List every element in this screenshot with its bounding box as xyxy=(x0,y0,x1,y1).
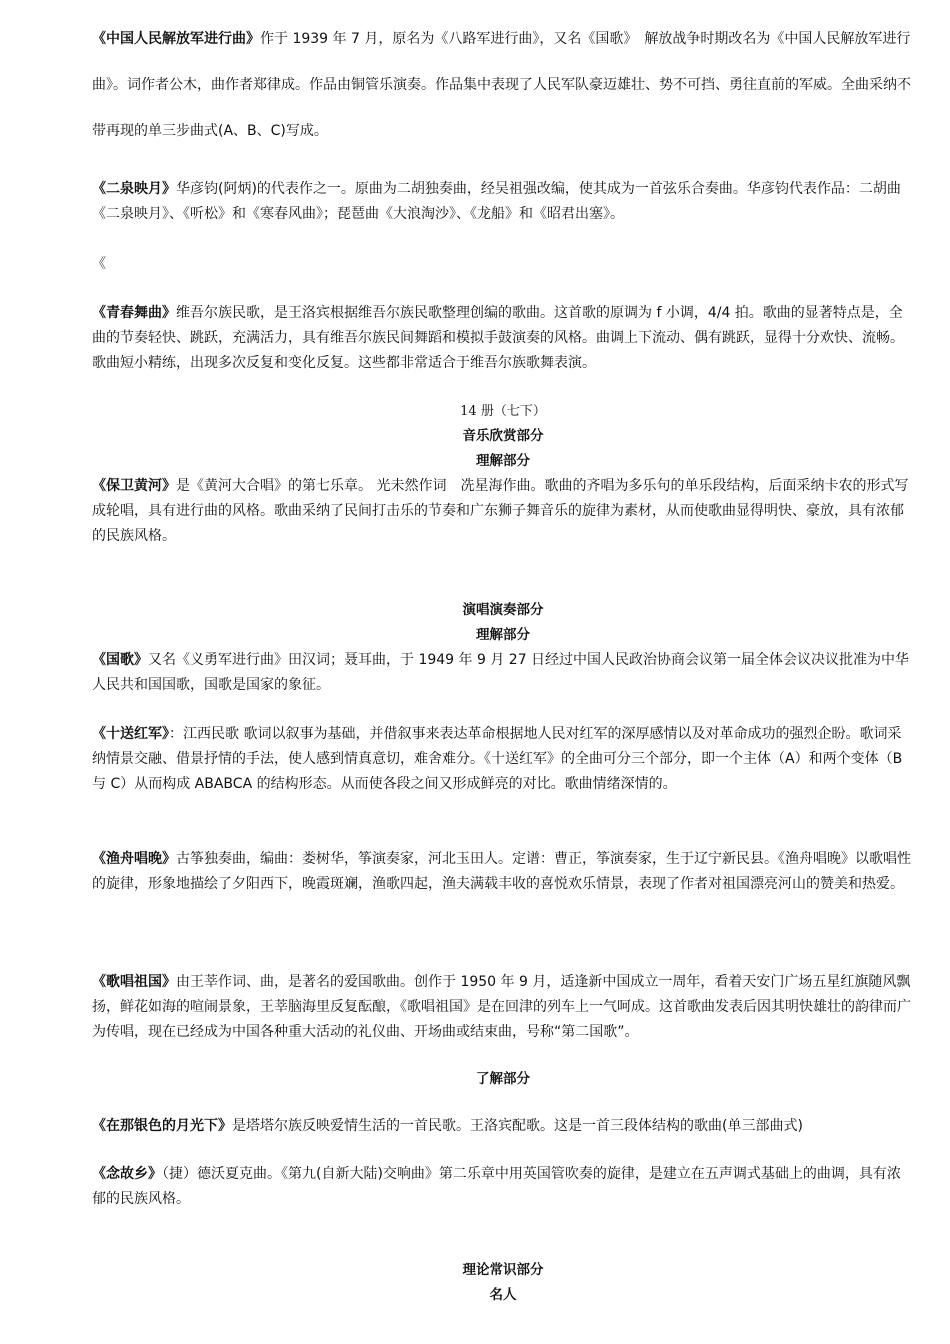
paragraph-silver-moonlight xyxy=(92,1114,914,1139)
paragraph-going-home xyxy=(92,1162,914,1212)
paragraph-erquan-yingyue xyxy=(92,177,914,227)
song-title: 《十送红军》 xyxy=(92,726,169,742)
song-title: 《念故乡》 xyxy=(92,1166,162,1182)
subsection-heading-famous: 名人 xyxy=(489,1287,517,1303)
song-title: 《青春舞曲》 xyxy=(92,305,176,321)
paragraph-national-anthem xyxy=(92,648,914,698)
paragraph-body: 是塔塔尔族反映爱情生活的一首民歌。王洛宾配歌。这是一首三段体结构的歌曲(单三部曲式) xyxy=(232,1118,803,1134)
song-title: 《在那银色的月光下》 xyxy=(92,1118,232,1134)
song-title: 《中国人民解放军进行曲》 xyxy=(92,31,260,47)
paragraph-body: 是《黄河大合唱》的第七乐章。 光未然作词 冼星海作曲。歌曲的齐唱为多乐句的单乐段结构，后面采纳卡农的形式写成轮唱，具有进行曲的风格。歌曲采纳了民间打击乐的节奏和广东狮子舞音乐的旋律为素材，从而使歌曲显得明快、豪放，具有浓郁的民族风格。 xyxy=(92,478,909,544)
subsection-heading-know: 了解部分 xyxy=(476,1071,530,1087)
paragraph-body: 又名《义勇军进行曲》田汉词；聂耳曲，于 1949 年 9 月 27 日经过中国人民政治协商会议第一届全体会议决议批准为中华人民共和国国歌，国歌是国家的象征。 xyxy=(92,652,910,693)
section-heading-singing: 演唱演奏部分 xyxy=(462,602,544,618)
subsection-heading-understand: 理解部分 xyxy=(476,627,530,643)
paragraph-liberation-army-march xyxy=(92,16,914,154)
song-title: 《国歌》 xyxy=(92,652,148,668)
paragraph-body: 维吾尔族民歌，是王洛宾根据维吾尔族民歌整理创编的歌曲。这首歌的原调为 f 小调，4/4 拍。歌曲的显著特点是，全曲的节奏轻快、跳跃，充满活力，具有维吾尔族民间舞蹈和模拟手鼓演奏的风格。曲调上下流动、偶有跳跃，显得十分欢快、流畅。歌曲短小精练，出现多次反复和变化反复。这些都非常适合于维吾尔族歌舞表演。 xyxy=(92,305,904,371)
song-title: 《歌唱祖国》 xyxy=(92,974,176,990)
paragraph-ten-farewells xyxy=(92,722,914,797)
paragraph-youth-dance xyxy=(92,301,914,376)
song-title: 《二泉映月》 xyxy=(92,181,176,197)
paragraph-fishing-boat-song xyxy=(92,847,914,897)
paragraph-body: （捷）德沃夏克曲。《第九(自新大陆)交响曲》第二乐章中用英国管吹奏的旋律，是建立在五声调式基础上的曲调，具有浓郁的民族风格。 xyxy=(92,1166,901,1207)
book-volume-heading: 14 册（七下） xyxy=(460,404,546,419)
paragraph-sing-motherland xyxy=(92,970,914,1045)
paragraph-body: 华彦钧(阿炳)的代表作之一。原曲为二胡独奏曲，经吴祖强改编，使其成为一首弦乐合奏曲。华彦钧代表作品：二胡曲《二泉映月》、《听松》和《寒春风曲》；琵琶曲《大浪淘沙》、《龙船》和《昭君出塞》。 xyxy=(92,181,901,222)
subsection-heading-understand: 理解部分 xyxy=(476,453,530,469)
paragraph-body: 作于 1939 年 7 月，原名为《八路军进行曲》，又名《国歌》 解放战争时期改名为《中国人民解放军进行曲》。词作者公木，曲作者郑律成。作品由铜管乐演奏。作品集中表现了人民军队豪迈雄壮、势不可挡、勇往直前的军威。全曲采纳不带再现的单三步曲式(A、B、C)写成。 xyxy=(92,31,911,139)
paragraph-body: 由王莘作词、曲，是著名的爱国歌曲。创作于 1950 年 9 月，适逢新中国成立一周年，看着天安门广场五星红旗随风飘扬，鲜花如海的喧闹景象，王莘脑海里反复酝酿，《歌唱祖国》是在回津的列车上一气呵成。这首歌曲发表后因其明快雄壮的韵律而广为传唱，现在已经成为中国各种重大活动的礼仪曲、开场曲或结束曲，号称“第二国歌”。 xyxy=(92,974,911,1040)
song-title: 《保卫黄河》 xyxy=(92,478,176,494)
paragraph-body: ：江西民歌 歌词以叙事为基础，并借叙事来表达革命根据地人民对红军的深厚感情以及对革命成功的强烈企盼。歌词采纳情景交融、借景抒情的手法，使人感到情真意切，难舍难分。《十送红军》的全曲可分三个部分，即一个主体（A）和两个变体（B 与 C）从而构成 ABABCA 的结构形态。从而使各段之间又形成鲜亮的对比。歌曲情绪深情的。 xyxy=(92,726,903,792)
song-title: 《渔舟唱晚》 xyxy=(92,851,176,867)
section-heading-appreciation: 音乐欣赏部分 xyxy=(462,428,544,444)
paragraph-defend-yellow-river xyxy=(92,474,914,549)
paragraph-body: 古筝独奏曲，编曲：娄树华，筝演奏家，河北玉田人。定谱：曹正，筝演奏家，生于辽宁新民县。《渔舟唱晚》以歌唱性的旋律，形象地描绘了夕阳西下，晚霞斑斓，渔歌四起，渔夫满载丰收的喜悦欢乐情景，表现了作者对祖国漂亮河山的赞美和热爱。 xyxy=(92,851,911,892)
section-heading-theory: 理论常识部分 xyxy=(462,1262,544,1278)
stray-quote-mark: 《 xyxy=(92,256,106,272)
